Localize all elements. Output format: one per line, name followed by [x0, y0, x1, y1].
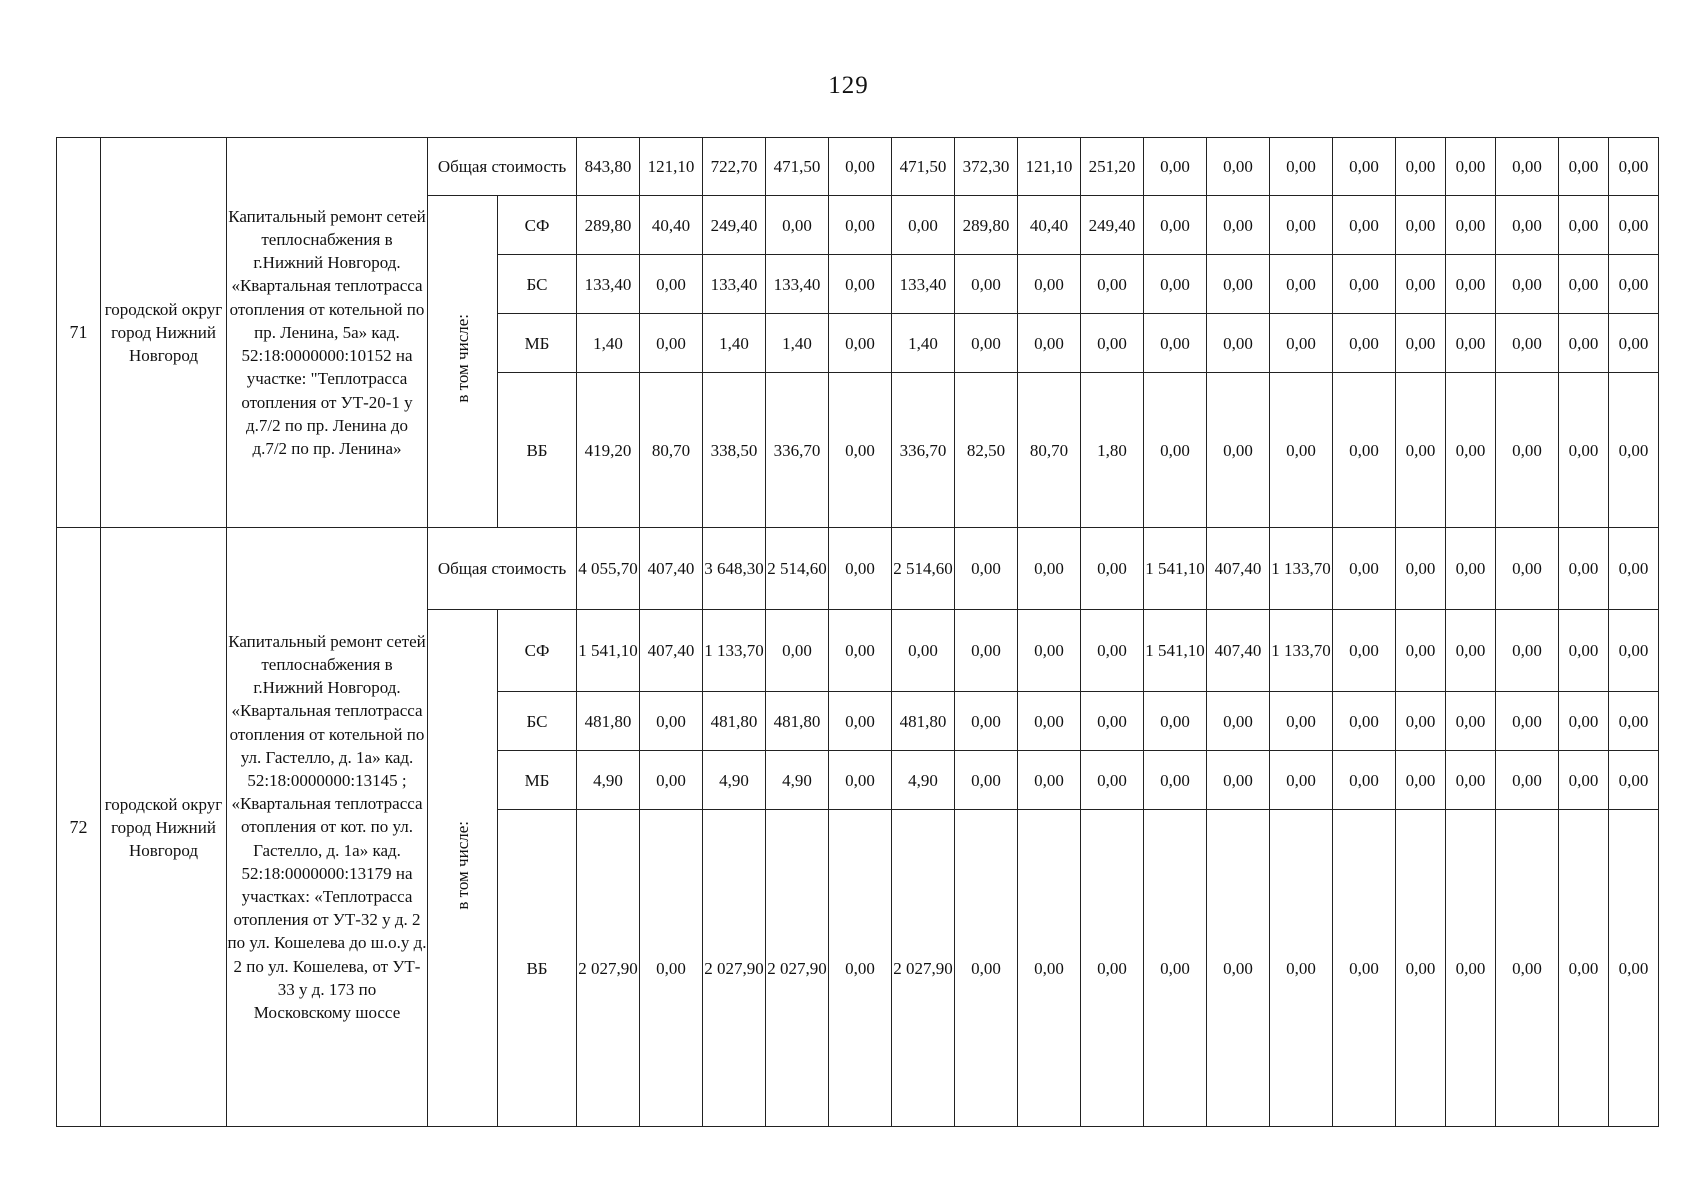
- table-row: [57, 528, 1659, 610]
- value-cell: 0,00: [640, 692, 703, 751]
- value-cell: 0,00: [955, 528, 1018, 610]
- value-cell: 4,90: [892, 751, 955, 810]
- value-cell: 0,00: [955, 810, 1018, 1127]
- value-cell: 0,00: [1270, 314, 1333, 373]
- value-cell: 0,00: [1559, 314, 1609, 373]
- value-cell: 0,00: [1446, 255, 1496, 314]
- value-cell: 0,00: [1496, 610, 1559, 692]
- value-cell: 82,50: [955, 373, 1018, 528]
- funding-source-label: МБ: [498, 314, 577, 373]
- value-cell: 0,00: [1333, 138, 1396, 196]
- value-cell: 0,00: [1446, 138, 1496, 196]
- value-cell: 481,80: [766, 692, 829, 751]
- value-cell: 0,00: [1396, 196, 1446, 255]
- value-cell: 0,00: [1018, 810, 1081, 1127]
- value-cell: 4 055,70: [577, 528, 640, 610]
- value-cell: 407,40: [1207, 528, 1270, 610]
- value-cell: 0,00: [1496, 255, 1559, 314]
- value-cell: 0,00: [1144, 810, 1207, 1127]
- value-cell: 80,70: [640, 373, 703, 528]
- value-cell: 372,30: [955, 138, 1018, 196]
- value-cell: 0,00: [1333, 751, 1396, 810]
- value-cell: 0,00: [1446, 528, 1496, 610]
- value-cell: 0,00: [829, 751, 892, 810]
- value-cell: 0,00: [1609, 255, 1659, 314]
- value-cell: 0,00: [766, 610, 829, 692]
- value-cell: 722,70: [703, 138, 766, 196]
- value-cell: 0,00: [1144, 196, 1207, 255]
- value-cell: 0,00: [1559, 528, 1609, 610]
- value-cell: 133,40: [766, 255, 829, 314]
- table-row: [57, 138, 1659, 196]
- value-cell: 0,00: [1559, 255, 1609, 314]
- row-index: 72: [57, 528, 101, 1127]
- value-cell: 0,00: [1559, 373, 1609, 528]
- value-cell: 0,00: [1270, 255, 1333, 314]
- value-cell: 0,00: [1333, 692, 1396, 751]
- value-cell: 0,00: [829, 692, 892, 751]
- value-cell: 0,00: [1496, 314, 1559, 373]
- value-cell: 121,10: [640, 138, 703, 196]
- value-cell: 0,00: [1333, 314, 1396, 373]
- value-cell: 0,00: [1609, 810, 1659, 1127]
- value-cell: 4,90: [703, 751, 766, 810]
- value-cell: 133,40: [892, 255, 955, 314]
- value-cell: 0,00: [766, 196, 829, 255]
- value-cell: 0,00: [1018, 751, 1081, 810]
- value-cell: 0,00: [1496, 751, 1559, 810]
- value-cell: 0,00: [1446, 196, 1496, 255]
- value-cell: 121,10: [1018, 138, 1081, 196]
- value-cell: 0,00: [1081, 528, 1144, 610]
- value-cell: 2 027,90: [892, 810, 955, 1127]
- value-cell: 0,00: [1396, 373, 1446, 528]
- value-cell: 1 541,10: [1144, 528, 1207, 610]
- value-cell: 3 648,30: [703, 528, 766, 610]
- value-cell: 407,40: [640, 610, 703, 692]
- value-cell: 0,00: [1609, 751, 1659, 810]
- value-cell: 289,80: [955, 196, 1018, 255]
- value-cell: 0,00: [1609, 610, 1659, 692]
- value-cell: 0,00: [1496, 810, 1559, 1127]
- value-cell: 0,00: [829, 610, 892, 692]
- page-number: 129: [828, 72, 869, 99]
- row-index: 71: [57, 138, 101, 528]
- value-cell: 0,00: [1207, 255, 1270, 314]
- value-cell: 0,00: [1396, 810, 1446, 1127]
- value-cell: 1,40: [703, 314, 766, 373]
- value-cell: 0,00: [1396, 610, 1446, 692]
- value-cell: 0,00: [1081, 810, 1144, 1127]
- value-cell: 0,00: [1559, 810, 1609, 1127]
- municipality-cell: городской округ город Нижний Новгород: [101, 528, 227, 1127]
- value-cell: 0,00: [1396, 314, 1446, 373]
- value-cell: 249,40: [703, 196, 766, 255]
- value-cell: 0,00: [640, 314, 703, 373]
- value-cell: 1,40: [766, 314, 829, 373]
- value-cell: 0,00: [1018, 528, 1081, 610]
- value-cell: 0,00: [1609, 314, 1659, 373]
- value-cell: 0,00: [892, 196, 955, 255]
- value-cell: 338,50: [703, 373, 766, 528]
- funding-source-label: СФ: [498, 196, 577, 255]
- value-cell: 0,00: [1446, 373, 1496, 528]
- value-cell: 0,00: [1559, 610, 1609, 692]
- value-cell: 0,00: [1559, 196, 1609, 255]
- value-cell: 1,40: [892, 314, 955, 373]
- value-cell: 0,00: [640, 810, 703, 1127]
- including-label: в том числе:: [453, 314, 472, 403]
- value-cell: 0,00: [1207, 138, 1270, 196]
- value-cell: 0,00: [1496, 692, 1559, 751]
- value-cell: 0,00: [955, 692, 1018, 751]
- value-cell: 0,00: [1270, 751, 1333, 810]
- value-cell: 0,00: [829, 138, 892, 196]
- project-description: Капитальный ремонт сетей теплоснабжения в г.Нижний Новгород. «Квартальная теплотрасса отопления от котельной по пр. Ленина, 5а» кад. 52:18:0000000:10152 на участке: "Теплотрасса отопления от УТ-20-1 у д.7/2 по пр. Ленина до д.7/2 по пр. Ленина»: [227, 138, 428, 528]
- value-cell: 0,00: [1333, 255, 1396, 314]
- including-label-cell: [428, 196, 498, 528]
- budget-table: [56, 137, 1659, 1127]
- value-cell: 0,00: [1144, 373, 1207, 528]
- value-cell: 0,00: [1018, 314, 1081, 373]
- value-cell: 0,00: [1396, 138, 1446, 196]
- value-cell: 0,00: [955, 610, 1018, 692]
- value-cell: 0,00: [829, 255, 892, 314]
- value-cell: 481,80: [577, 692, 640, 751]
- value-cell: 0,00: [1446, 810, 1496, 1127]
- value-cell: 0,00: [1496, 528, 1559, 610]
- value-cell: 0,00: [1270, 810, 1333, 1127]
- value-cell: 1 541,10: [577, 610, 640, 692]
- value-cell: 0,00: [1559, 138, 1609, 196]
- value-cell: 1,80: [1081, 373, 1144, 528]
- value-cell: 336,70: [892, 373, 955, 528]
- value-cell: 0,00: [1207, 373, 1270, 528]
- value-cell: 0,00: [1609, 373, 1659, 528]
- value-cell: 471,50: [892, 138, 955, 196]
- value-cell: 0,00: [1609, 692, 1659, 751]
- funding-source-label: СФ: [498, 610, 577, 692]
- value-cell: 1 133,70: [703, 610, 766, 692]
- value-cell: 0,00: [1333, 810, 1396, 1127]
- value-cell: 0,00: [1396, 751, 1446, 810]
- value-cell: 0,00: [1396, 255, 1446, 314]
- value-cell: 1 541,10: [1144, 610, 1207, 692]
- value-cell: 0,00: [829, 528, 892, 610]
- funding-source-label: ВБ: [498, 810, 577, 1127]
- value-cell: 843,80: [577, 138, 640, 196]
- value-cell: 0,00: [1270, 692, 1333, 751]
- value-cell: 0,00: [1207, 810, 1270, 1127]
- value-cell: 0,00: [1081, 692, 1144, 751]
- value-cell: 0,00: [1081, 255, 1144, 314]
- value-cell: 2 027,90: [577, 810, 640, 1127]
- value-cell: 0,00: [829, 373, 892, 528]
- value-cell: 133,40: [577, 255, 640, 314]
- value-cell: 289,80: [577, 196, 640, 255]
- value-cell: 2 027,90: [766, 810, 829, 1127]
- project-description: Капитальный ремонт сетей теплоснабжения в г.Нижний Новгород. «Квартальная теплотрасса отопления от котельной по ул. Гастелло, д. 1а» кад. 52:18:0000000:13145 ; «Квартальная теплотрасса отопления от кот. по ул. Гастелло, д. 1а» кад. 52:18:0000000:13179 на участках: «Теплотрасса отопления от УТ-32 у д. 2 по ул. Кошелева до ш.о.у д. 2 по ул. Кошелева, от УТ- 33 у д. 173 по Московскому шоссе: [227, 528, 428, 1127]
- funding-source-label: МБ: [498, 751, 577, 810]
- value-cell: 0,00: [1609, 138, 1659, 196]
- value-cell: 481,80: [703, 692, 766, 751]
- value-cell: 0,00: [1559, 751, 1609, 810]
- value-cell: 336,70: [766, 373, 829, 528]
- value-cell: 0,00: [1081, 751, 1144, 810]
- value-cell: 4,90: [766, 751, 829, 810]
- value-cell: 0,00: [1081, 314, 1144, 373]
- value-cell: 4,90: [577, 751, 640, 810]
- value-cell: 40,40: [640, 196, 703, 255]
- value-cell: 0,00: [640, 255, 703, 314]
- value-cell: 0,00: [1396, 528, 1446, 610]
- value-cell: 80,70: [1018, 373, 1081, 528]
- value-cell: 0,00: [1081, 610, 1144, 692]
- value-cell: 0,00: [1144, 314, 1207, 373]
- value-cell: 0,00: [1207, 751, 1270, 810]
- value-cell: 0,00: [1446, 692, 1496, 751]
- value-cell: 249,40: [1081, 196, 1144, 255]
- value-cell: 0,00: [1446, 610, 1496, 692]
- value-cell: 133,40: [703, 255, 766, 314]
- value-cell: 0,00: [1207, 196, 1270, 255]
- value-cell: 0,00: [1018, 692, 1081, 751]
- value-cell: 0,00: [640, 751, 703, 810]
- including-label: в том числе:: [453, 820, 472, 910]
- value-cell: 251,20: [1081, 138, 1144, 196]
- funding-source-label: БС: [498, 255, 577, 314]
- total-cost-label: Общая стоимость: [428, 528, 577, 610]
- value-cell: 0,00: [1144, 255, 1207, 314]
- value-cell: 0,00: [955, 255, 1018, 314]
- value-cell: 0,00: [1609, 528, 1659, 610]
- value-cell: 0,00: [1446, 751, 1496, 810]
- funding-source-label: БС: [498, 692, 577, 751]
- value-cell: 0,00: [1496, 138, 1559, 196]
- value-cell: 0,00: [1333, 528, 1396, 610]
- value-cell: 0,00: [955, 751, 1018, 810]
- value-cell: 407,40: [640, 528, 703, 610]
- value-cell: 1 133,70: [1270, 610, 1333, 692]
- value-cell: 481,80: [892, 692, 955, 751]
- value-cell: 419,20: [577, 373, 640, 528]
- value-cell: 2 027,90: [703, 810, 766, 1127]
- value-cell: 40,40: [1018, 196, 1081, 255]
- value-cell: 2 514,60: [892, 528, 955, 610]
- value-cell: 0,00: [1270, 138, 1333, 196]
- value-cell: 0,00: [1144, 138, 1207, 196]
- value-cell: 0,00: [1496, 196, 1559, 255]
- municipality-cell: городской округ город Нижний Новгород: [101, 138, 227, 528]
- value-cell: 0,00: [1018, 610, 1081, 692]
- value-cell: 407,40: [1207, 610, 1270, 692]
- value-cell: 0,00: [1270, 373, 1333, 528]
- value-cell: 0,00: [1207, 314, 1270, 373]
- value-cell: 0,00: [1333, 196, 1396, 255]
- value-cell: 0,00: [1559, 692, 1609, 751]
- value-cell: 1,40: [577, 314, 640, 373]
- value-cell: 0,00: [1144, 751, 1207, 810]
- value-cell: 2 514,60: [766, 528, 829, 610]
- value-cell: 0,00: [829, 810, 892, 1127]
- value-cell: 0,00: [1018, 255, 1081, 314]
- value-cell: 0,00: [1496, 373, 1559, 528]
- value-cell: 0,00: [1396, 692, 1446, 751]
- total-cost-label: Общая стоимость: [428, 138, 577, 196]
- funding-source-label: ВБ: [498, 373, 577, 528]
- value-cell: 0,00: [829, 196, 892, 255]
- value-cell: 0,00: [829, 314, 892, 373]
- value-cell: 0,00: [1144, 692, 1207, 751]
- value-cell: 0,00: [1609, 196, 1659, 255]
- value-cell: 0,00: [1333, 373, 1396, 528]
- value-cell: 0,00: [1207, 692, 1270, 751]
- value-cell: 0,00: [892, 610, 955, 692]
- value-cell: 1 133,70: [1270, 528, 1333, 610]
- value-cell: 0,00: [1333, 610, 1396, 692]
- value-cell: 0,00: [1446, 314, 1496, 373]
- value-cell: 471,50: [766, 138, 829, 196]
- including-label-cell: [428, 610, 498, 1127]
- value-cell: 0,00: [1270, 196, 1333, 255]
- value-cell: 0,00: [955, 314, 1018, 373]
